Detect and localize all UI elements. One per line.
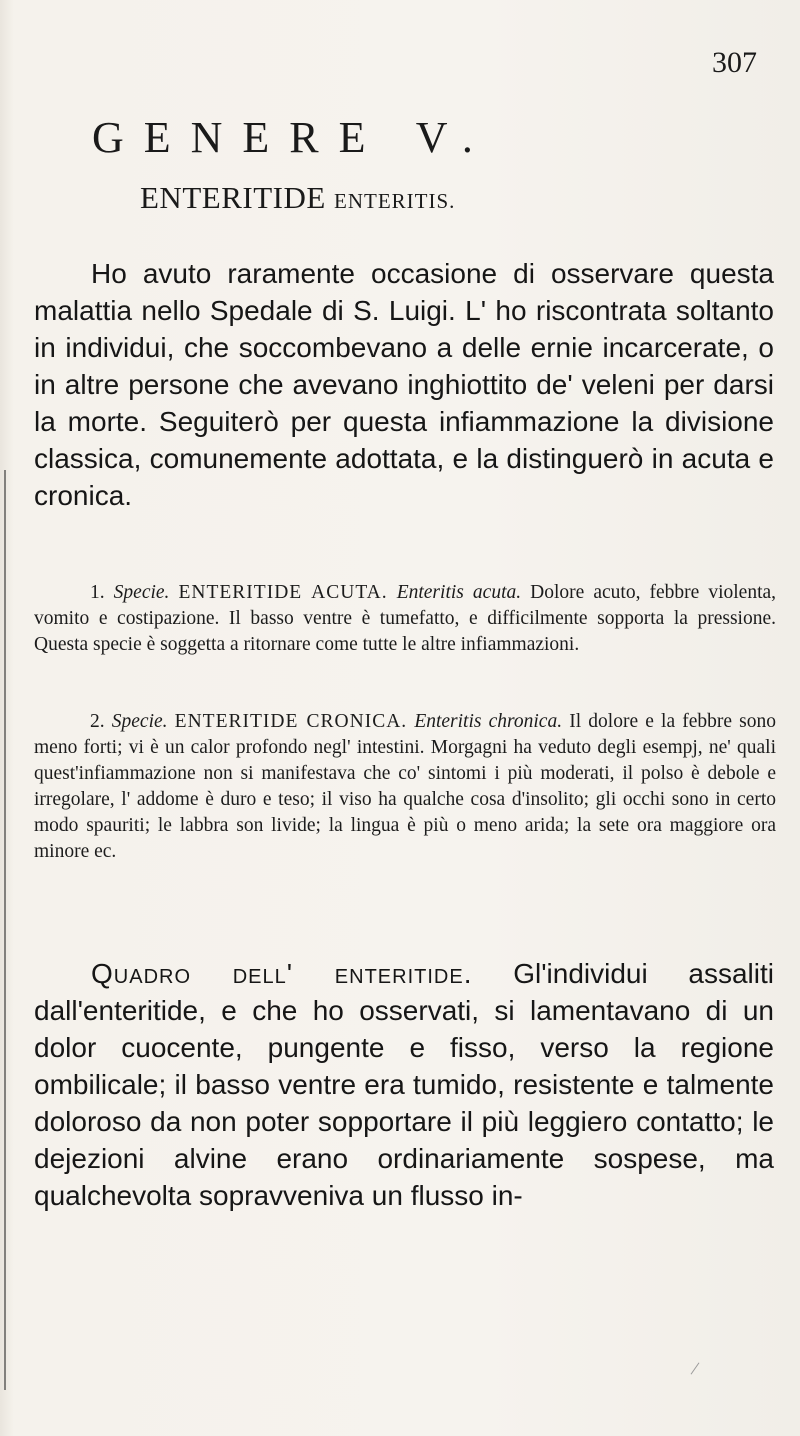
ink-mark [691,1362,700,1374]
species-1-text: Dolore acuto, febbre violenta, vomito e costipazione. Il basso ventre è tumefatto, e difficilmente sopporta la pressione. Questa specie è soggetta a ritornare come tutte le altre infiammazioni. [34,582,777,655]
species-2-name: ENTERITIDE CRONICA. [174,711,408,732]
species-1-name: ENTERITIDE ACUTA. [178,582,388,603]
chapter-title [140,180,700,216]
species-1-paragraph [34,580,776,658]
quadro-heading: Quadro dell' enteritide. [91,958,473,989]
quadro-text: Gl'individui assaliti dall'enteritide, e che ho osservati, si lamentavano di un dolor cuocente, pungente e fisso, verso la regione ombilicale; il basso ventre era tumido, resistente e talmente doloroso da non poter sopportare il più leggiero contatto; le dejezioni alvine erano ordinariamente sospese, ma qualchevolta sopravveniva un flusso in- [34,958,774,1211]
section-heading: GENERE V. [92,113,493,162]
species-2-text: Il dolore e la febbre sono meno forti; vi è un calor profondo negl' intestini. Morgagni ha veduto degli esempj, ne' quali quest'infiammazione non si manifestava che co' sintomi i più moderati, il polso è debole e irregolare, l' addome è duro e teso; il viso ha qualche cosa d'insolito; gli occhi sono in certo modo spauriti; le labbra son livide; la lingua è più o meno arida; la sete ora maggiore ora minore ec. [34,711,777,862]
page-edge-shadow [4,470,6,1390]
species-2-number: 2. [90,711,105,732]
chapter-title-latin: ENTERITIS. [334,189,456,213]
page-number: 307 [712,46,757,79]
species-1-number: 1. [90,582,105,603]
species-2-latin: Enteritis chronica. [414,711,563,732]
species-1-latin: Enteritis acuta. [396,582,522,603]
quadro-paragraph [34,955,774,1214]
species-2-label: Specie. [111,711,168,732]
species-2-paragraph [34,709,776,865]
intro-paragraph: Ho avuto raramente occasione di osservare questa malattia nello Spedale di S. Luigi. L' ho riscontrata soltanto in individui, che soccombevano a delle ernie incarcerate, o in altre persone che avevano inghiottito de' veleni per darsi la morte. Seguiterò per questa infiammazione la divisione classica, comunemente adottata, e la distinguerò in acuta e cronica. [34,258,774,511]
chapter-title-italian: ENTERITIDE [140,180,326,215]
species-1-label: Specie. [113,582,170,603]
